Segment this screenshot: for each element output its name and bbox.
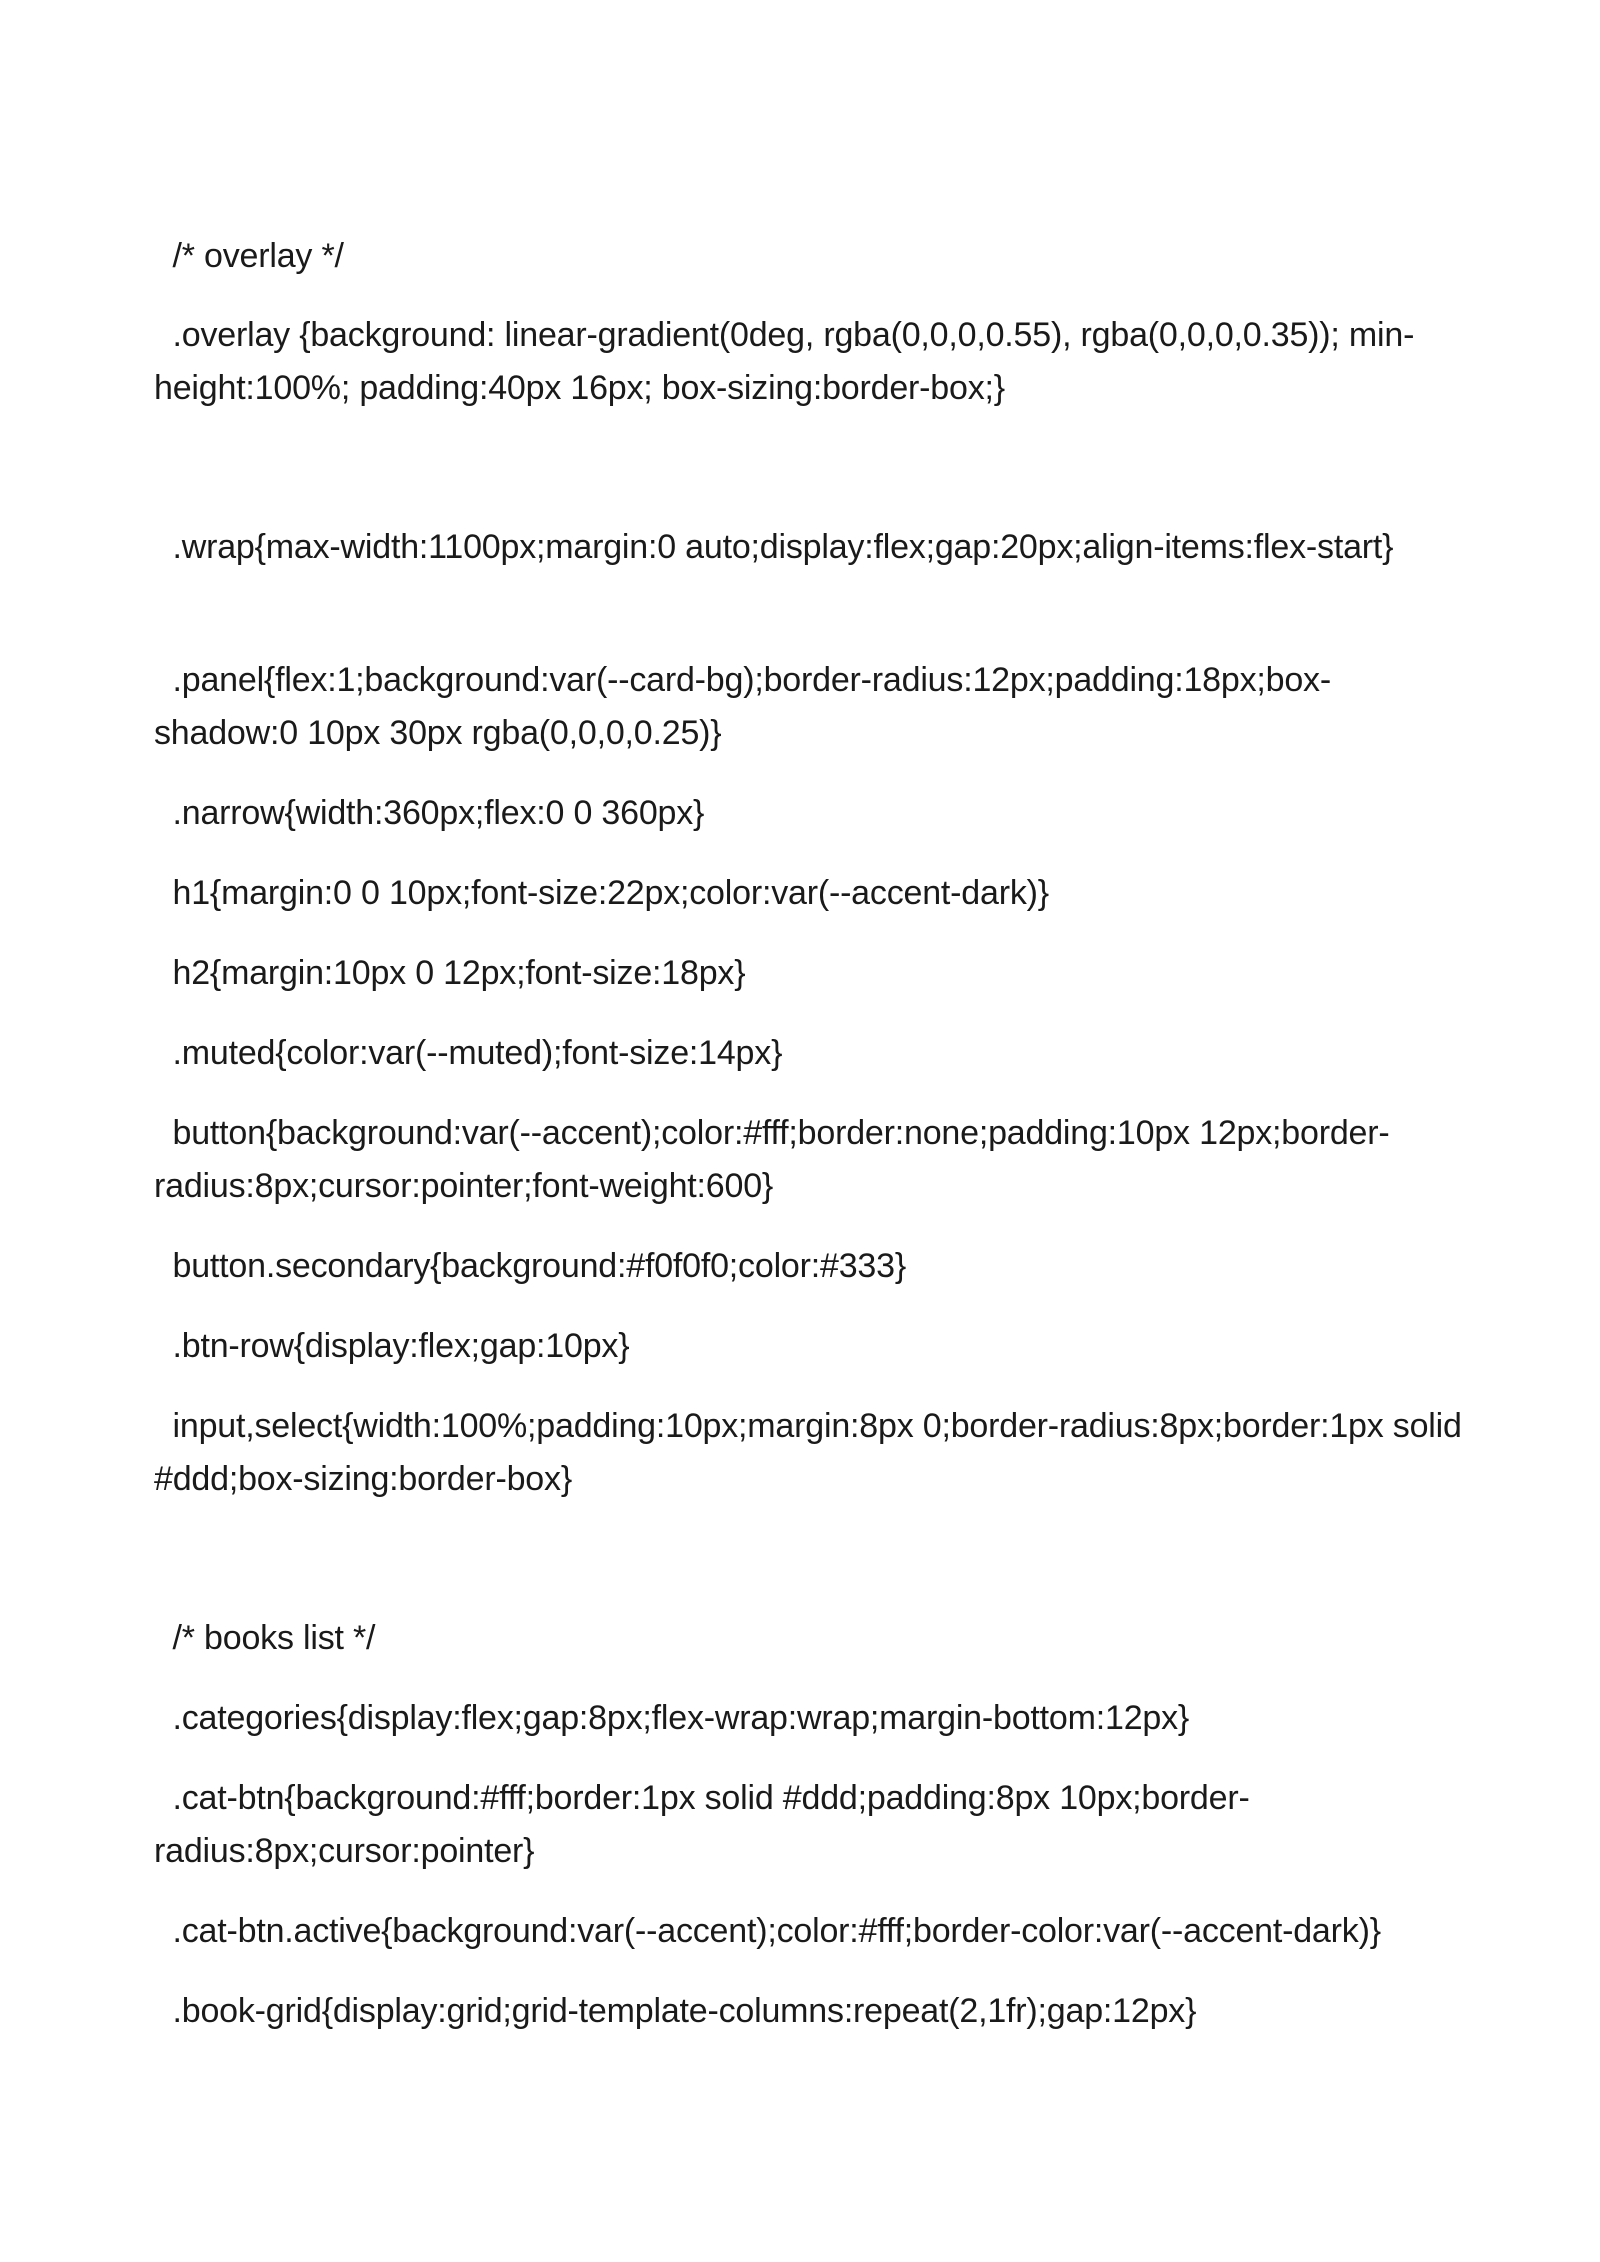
- css-rule-muted: .muted{color:var(--muted);font-size:14px}: [154, 1034, 783, 1072]
- css-rule-h2: h2{margin:10px 0 12px;font-size:18px}: [154, 954, 746, 992]
- css-rule-overlay: .overlay {background: linear-gradient(0deg, rgba(0,0,0,0.55), rgba(0,0,0,0.35)); min-height:100%; padding:40px 16px; box-sizing:border-box;}: [154, 316, 1415, 407]
- css-rule-cat-btn-active: .cat-btn.active{background:var(--accent);color:#fff;border-color:var(--accent-dark)}: [154, 1912, 1381, 1950]
- css-rule-book-grid: .book-grid{display:grid;grid-template-columns:repeat(2,1fr);gap:12px}: [154, 1992, 1197, 2030]
- css-rule-input-select: input,select{width:100%;padding:10px;margin:8px 0;border-radius:8px;border:1px solid #ddd;box-sizing:border-box}: [154, 1407, 1471, 1498]
- css-rule-cat-btn: .cat-btn{background:#fff;border:1px solid #ddd;padding:8px 10px;border-radius:8px;cursor:pointer}: [154, 1779, 1250, 1870]
- css-rule-btn-row: .btn-row{display:flex;gap:10px}: [154, 1327, 630, 1365]
- css-rule-wrap: .wrap{max-width:1100px;margin:0 auto;display:flex;gap:20px;align-items:flex-start}: [154, 528, 1394, 566]
- code-comment-books-list: /* books list */: [154, 1619, 376, 1657]
- css-rule-button: button{background:var(--accent);color:#fff;border:none;padding:10px 12px;border-radius:8px;cursor:pointer;font-weight:600}: [154, 1114, 1390, 1205]
- css-rule-panel: .panel{flex:1;background:var(--card-bg);border-radius:12px;padding:18px;box-shadow:0 10px 30px rgba(0,0,0,0.25)}: [154, 661, 1331, 752]
- css-rule-narrow: .narrow{width:360px;flex:0 0 360px}: [154, 794, 705, 832]
- code-comment-overlay: /* overlay */: [154, 237, 344, 275]
- css-rule-categories: .categories{display:flex;gap:8px;flex-wrap:wrap;margin-bottom:12px}: [154, 1699, 1190, 1737]
- css-rule-button-secondary: button.secondary{background:#f0f0f0;color:#333}: [154, 1247, 906, 1285]
- css-rule-h1: h1{margin:0 0 10px;font-size:22px;color:var(--accent-dark)}: [154, 874, 1049, 912]
